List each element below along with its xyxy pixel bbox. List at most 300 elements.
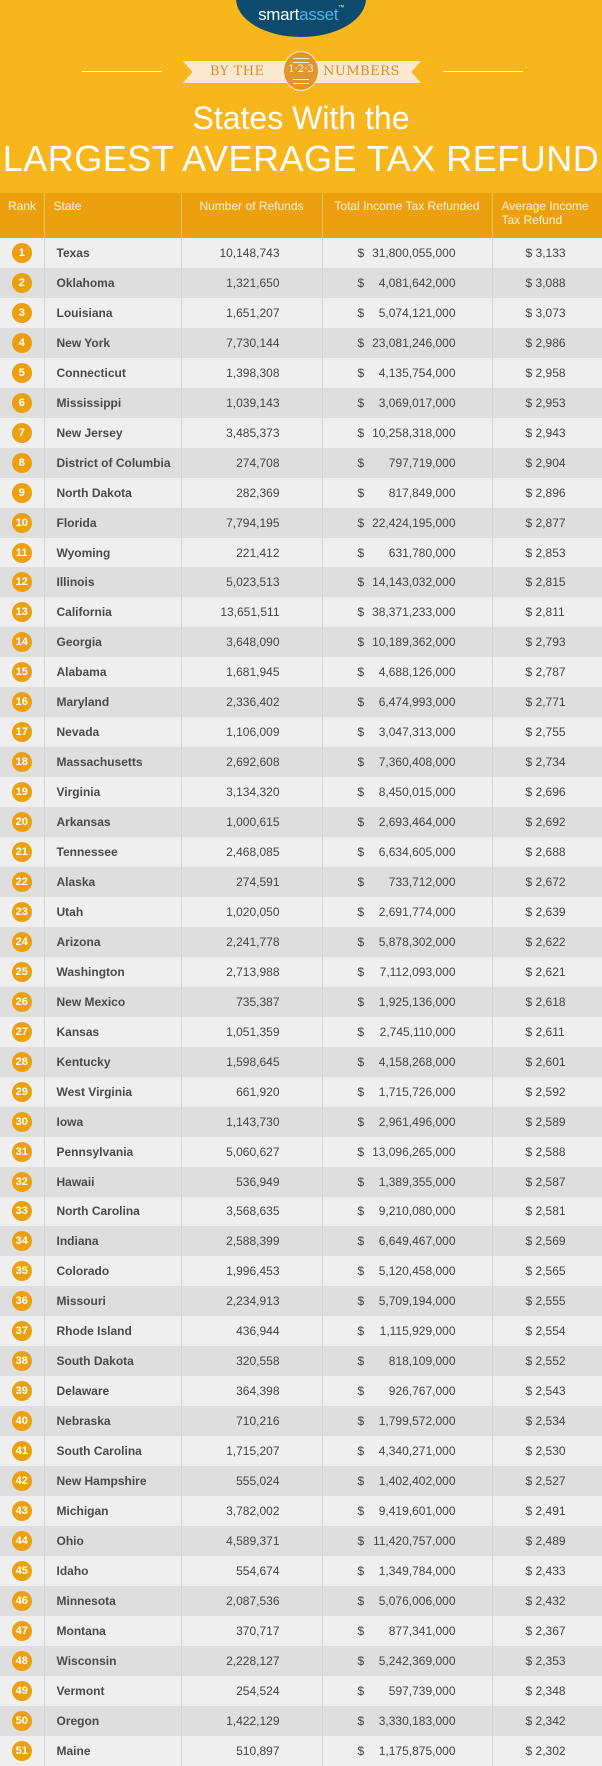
- average-refund-cell: [492, 418, 602, 448]
- currency-symbol: $: [525, 335, 533, 350]
- total-refunded-cell: [322, 508, 492, 538]
- refunds-cell: 1,000,615: [181, 807, 322, 837]
- currency-symbol: $: [525, 425, 533, 440]
- total-value: 2,691,774,000: [378, 904, 456, 919]
- state-cell: Virginia: [44, 777, 181, 807]
- rank-cell: [0, 1316, 44, 1346]
- state-cell: Iowa: [44, 1107, 181, 1137]
- average-value: 2,342: [535, 1713, 566, 1728]
- total-value: 6,634,605,000: [378, 845, 456, 860]
- table-row: [0, 1496, 602, 1526]
- total-refunded-cell: [322, 1316, 492, 1346]
- rank-badge: 6: [12, 393, 32, 413]
- refunds-cell: 10,148,743: [181, 238, 322, 268]
- average-value: 2,958: [535, 365, 566, 380]
- refunds-cell: 3,648,090: [181, 627, 322, 657]
- table-row: [0, 657, 602, 687]
- rank-badge: 11: [12, 543, 32, 563]
- rank-cell: [0, 358, 44, 388]
- refunds-cell: 661,920: [181, 1077, 322, 1107]
- average-refund-cell: [492, 268, 602, 298]
- total-value: 5,076,006,000: [378, 1593, 456, 1608]
- average-refund-cell: [492, 807, 602, 837]
- rank-cell: [0, 1676, 44, 1706]
- rank-badge: 5: [12, 363, 32, 383]
- rank-badge: 25: [12, 962, 32, 982]
- currency-symbol: $: [357, 305, 365, 320]
- average-value: 2,943: [535, 425, 566, 440]
- rank-badge: 39: [12, 1381, 32, 1401]
- currency-symbol: $: [357, 365, 365, 380]
- rank-badge: 38: [12, 1351, 32, 1371]
- refunds-cell: 274,708: [181, 448, 322, 478]
- currency-symbol: $: [357, 1114, 365, 1129]
- total-refunded-cell: [322, 807, 492, 837]
- refunds-cell: 2,692,608: [181, 747, 322, 777]
- state-cell: Wyoming: [44, 538, 181, 568]
- table-row: [0, 358, 602, 388]
- average-value: 2,554: [535, 1324, 566, 1339]
- state-cell: Idaho: [44, 1556, 181, 1586]
- total-refunded-cell: [322, 987, 492, 1017]
- table-row: [0, 1047, 602, 1077]
- total-value: 1,389,355,000: [378, 1174, 456, 1189]
- rank-badge: 50: [12, 1711, 32, 1731]
- average-value: 2,588: [535, 1144, 566, 1159]
- refunds-cell: 554,674: [181, 1556, 322, 1586]
- average-refund-cell: [492, 1676, 602, 1706]
- currency-symbol: $: [525, 1653, 533, 1668]
- currency-symbol: $: [357, 1084, 365, 1099]
- total-refunded-cell: [322, 1047, 492, 1077]
- total-refunded-cell: [322, 1286, 492, 1316]
- table-row: [0, 1526, 602, 1556]
- rank-badge: 44: [12, 1531, 32, 1551]
- average-refund-cell: [492, 328, 602, 358]
- table-row: [0, 747, 602, 777]
- state-cell: Missouri: [44, 1286, 181, 1316]
- average-refund-cell: [492, 717, 602, 747]
- rank-badge: 34: [12, 1231, 32, 1251]
- table-row: [0, 987, 602, 1017]
- rank-badge: 33: [12, 1201, 32, 1221]
- currency-symbol: $: [525, 1683, 533, 1698]
- rank-cell: [0, 1286, 44, 1316]
- state-cell: Florida: [44, 508, 181, 538]
- refunds-cell: 2,087,536: [181, 1586, 322, 1616]
- currency-symbol: $: [357, 815, 365, 830]
- total-value: 5,878,302,000: [378, 934, 456, 949]
- currency-symbol: $: [357, 755, 365, 770]
- average-refund-cell: [492, 1706, 602, 1736]
- total-refunded-cell: [322, 1137, 492, 1167]
- rank-badge: 10: [12, 513, 32, 533]
- average-refund-cell: [492, 1406, 602, 1436]
- table-row: [0, 807, 602, 837]
- table-row: [0, 388, 602, 418]
- currency-symbol: $: [525, 1623, 533, 1638]
- total-value: 2,961,496,000: [378, 1114, 456, 1129]
- state-cell: New Hampshire: [44, 1466, 181, 1496]
- table-row: [0, 478, 602, 508]
- currency-symbol: $: [357, 1144, 365, 1159]
- table-row: [0, 238, 602, 268]
- currency-symbol: $: [357, 575, 365, 590]
- currency-symbol: $: [525, 1444, 533, 1459]
- table-row: [0, 567, 602, 597]
- refunds-cell: 7,794,195: [181, 508, 322, 538]
- total-refunded-cell: [322, 657, 492, 687]
- rank-badge: 22: [12, 872, 32, 892]
- rank-badge: 4: [12, 333, 32, 353]
- state-cell: Colorado: [44, 1256, 181, 1286]
- state-cell: Arkansas: [44, 807, 181, 837]
- state-cell: Rhode Island: [44, 1316, 181, 1346]
- table-row: [0, 1346, 602, 1376]
- total-value: 1,349,784,000: [378, 1563, 456, 1578]
- average-refund-cell: [492, 657, 602, 687]
- currency-symbol: $: [357, 845, 365, 860]
- average-value: 2,787: [535, 665, 566, 680]
- total-refunded-cell: [322, 1706, 492, 1736]
- average-refund-cell: [492, 1496, 602, 1526]
- total-refunded-cell: [322, 1346, 492, 1376]
- state-cell: Maryland: [44, 687, 181, 717]
- table-row: [0, 687, 602, 717]
- currency-symbol: $: [525, 1384, 533, 1399]
- rank-badge: 40: [12, 1411, 32, 1431]
- rank-cell: [0, 1406, 44, 1436]
- average-refund-cell: [492, 1107, 602, 1137]
- rank-cell: [0, 478, 44, 508]
- total-refunded-cell: [322, 867, 492, 897]
- currency-symbol: $: [357, 1354, 365, 1369]
- rank-cell: [0, 298, 44, 328]
- rank-badge: 17: [12, 722, 32, 742]
- rank-badge: 2: [12, 273, 32, 293]
- rank-badge: 49: [12, 1681, 32, 1701]
- currency-symbol: $: [357, 904, 365, 919]
- total-value: 4,340,271,000: [378, 1444, 456, 1459]
- refunds-cell: 5,060,627: [181, 1137, 322, 1167]
- total-refunded-cell: [322, 687, 492, 717]
- rank-badge: 51: [12, 1741, 32, 1761]
- state-cell: New York: [44, 328, 181, 358]
- table-row: [0, 957, 602, 987]
- refunds-cell: 5,023,513: [181, 567, 322, 597]
- table-row: [0, 448, 602, 478]
- refunds-cell: 2,588,399: [181, 1226, 322, 1256]
- ribbon-text-right: NUMBERS: [323, 64, 400, 79]
- average-value: 2,953: [535, 395, 566, 410]
- average-value: 2,692: [535, 815, 566, 830]
- average-refund-cell: [492, 1436, 602, 1466]
- table-row: [0, 1556, 602, 1586]
- average-value: 2,688: [535, 845, 566, 860]
- state-cell: North Dakota: [44, 478, 181, 508]
- rank-cell: [0, 567, 44, 597]
- average-value: 2,696: [535, 785, 566, 800]
- refunds-cell: 1,143,730: [181, 1107, 322, 1137]
- rank-cell: [0, 807, 44, 837]
- rank-badge: 37: [12, 1321, 32, 1341]
- rank-badge: 1: [12, 243, 32, 263]
- currency-symbol: $: [525, 725, 533, 740]
- total-refunded-cell: [322, 1526, 492, 1556]
- currency-symbol: $: [525, 874, 533, 889]
- state-cell: Alaska: [44, 867, 181, 897]
- refunds-cell: 510,897: [181, 1736, 322, 1766]
- currency-symbol: $: [357, 335, 365, 350]
- currency-symbol: $: [357, 545, 365, 560]
- total-value: 4,135,754,000: [378, 365, 456, 380]
- rank-cell: [0, 1167, 44, 1197]
- rank-badge: 12: [12, 572, 32, 592]
- rank-cell: [0, 1077, 44, 1107]
- average-value: 2,904: [535, 455, 566, 470]
- table-row: [0, 1736, 602, 1766]
- rank-badge: 21: [12, 842, 32, 862]
- currency-symbol: $: [357, 245, 365, 260]
- total-refunded-cell: [322, 717, 492, 747]
- state-cell: Montana: [44, 1616, 181, 1646]
- currency-symbol: $: [357, 1563, 365, 1578]
- table-row: [0, 1017, 602, 1047]
- average-value: 2,302: [535, 1743, 566, 1758]
- table-row: [0, 1466, 602, 1496]
- rank-cell: [0, 1466, 44, 1496]
- table-row: [0, 1646, 602, 1676]
- rank-cell: [0, 717, 44, 747]
- state-cell: Hawaii: [44, 1167, 181, 1197]
- currency-symbol: $: [525, 455, 533, 470]
- rank-badge: 3: [12, 303, 32, 323]
- table-row: [0, 1226, 602, 1256]
- total-value: 4,158,268,000: [378, 1054, 456, 1069]
- total-value: 1,715,726,000: [378, 1084, 456, 1099]
- average-refund-cell: [492, 1197, 602, 1227]
- header-rank: Rank: [0, 193, 44, 238]
- total-value: 23,081,246,000: [372, 335, 456, 350]
- total-value: 1,402,402,000: [378, 1474, 456, 1489]
- total-value: 1,115,929,000: [379, 1324, 456, 1339]
- average-value: 2,530: [535, 1444, 566, 1459]
- refunds-cell: 370,717: [181, 1616, 322, 1646]
- table-row: [0, 1676, 602, 1706]
- refunds-cell: 2,713,988: [181, 957, 322, 987]
- total-refunded-cell: [322, 597, 492, 627]
- state-cell: Nebraska: [44, 1406, 181, 1436]
- table-row: [0, 1167, 602, 1197]
- currency-symbol: $: [525, 1414, 533, 1429]
- currency-symbol: $: [357, 1504, 365, 1518]
- average-refund-cell: [492, 897, 602, 927]
- refunds-cell: 555,024: [181, 1466, 322, 1496]
- total-refunded-cell: [322, 1646, 492, 1676]
- average-refund-cell: [492, 597, 602, 627]
- refunds-cell: 364,398: [181, 1376, 322, 1406]
- currency-symbol: $: [357, 275, 365, 290]
- refunds-cell: 254,524: [181, 1676, 322, 1706]
- refunds-cell: 282,369: [181, 478, 322, 508]
- table-row: [0, 1107, 602, 1137]
- rank-badge: 32: [12, 1172, 32, 1192]
- table-row: [0, 1077, 602, 1107]
- currency-symbol: $: [525, 1504, 533, 1518]
- currency-symbol: $: [525, 1563, 533, 1578]
- rank-cell: [0, 1346, 44, 1376]
- rank-badge: 24: [12, 932, 32, 952]
- average-value: 2,581: [535, 1204, 566, 1219]
- average-value: 2,367: [535, 1623, 566, 1638]
- currency-symbol: $: [525, 815, 533, 830]
- smartasset-logo: [236, 0, 366, 37]
- state-cell: South Dakota: [44, 1346, 181, 1376]
- total-refunded-cell: [322, 1736, 492, 1766]
- total-refunded-cell: [322, 627, 492, 657]
- state-cell: Michigan: [44, 1496, 181, 1526]
- total-refunded-cell: [322, 1406, 492, 1436]
- currency-symbol: $: [525, 934, 533, 949]
- currency-symbol: $: [525, 635, 533, 650]
- rank-cell: [0, 268, 44, 298]
- total-refunded-cell: [322, 1167, 492, 1197]
- total-value: 733,712,000: [388, 874, 456, 889]
- average-value: 2,896: [535, 485, 566, 500]
- state-cell: Minnesota: [44, 1586, 181, 1616]
- average-value: 2,489: [535, 1533, 566, 1548]
- currency-symbol: $: [357, 485, 365, 500]
- state-cell: South Carolina: [44, 1436, 181, 1466]
- currency-symbol: $: [525, 755, 533, 770]
- rank-cell: [0, 448, 44, 478]
- currency-symbol: $: [525, 785, 533, 800]
- average-value: 2,793: [535, 635, 566, 650]
- total-value: 6,474,993,000: [378, 695, 456, 710]
- rank-cell: [0, 1586, 44, 1616]
- average-refund-cell: [492, 1346, 602, 1376]
- average-value: 2,601: [535, 1054, 566, 1069]
- average-value: 2,639: [535, 904, 566, 919]
- currency-symbol: $: [525, 1054, 533, 1069]
- total-value: 3,330,183,000: [378, 1713, 456, 1728]
- total-refunded-cell: [322, 1556, 492, 1586]
- average-refund-cell: [492, 867, 602, 897]
- table-row: [0, 1197, 602, 1227]
- currency-symbol: $: [357, 1533, 365, 1548]
- average-value: 2,621: [535, 964, 566, 979]
- average-refund-cell: [492, 1137, 602, 1167]
- average-value: 2,433: [535, 1563, 566, 1578]
- state-cell: Tennessee: [44, 837, 181, 867]
- state-cell: Kentucky: [44, 1047, 181, 1077]
- state-cell: Massachusetts: [44, 747, 181, 777]
- table-row: [0, 1256, 602, 1286]
- state-cell: Alabama: [44, 657, 181, 687]
- rank-cell: [0, 987, 44, 1017]
- currency-symbol: $: [357, 1324, 365, 1339]
- total-refunded-cell: [322, 538, 492, 568]
- total-value: 38,371,233,000: [372, 605, 456, 620]
- currency-symbol: $: [525, 1324, 533, 1339]
- table-row: [0, 627, 602, 657]
- table-row: [0, 927, 602, 957]
- rank-badge: 41: [12, 1441, 32, 1461]
- average-refund-cell: [492, 627, 602, 657]
- rank-cell: [0, 1376, 44, 1406]
- refunds-cell: 221,412: [181, 538, 322, 568]
- rank-cell: [0, 1496, 44, 1526]
- average-refund-cell: [492, 687, 602, 717]
- refunds-cell: 1,651,207: [181, 298, 322, 328]
- currency-symbol: $: [357, 1653, 365, 1668]
- table-row: [0, 1137, 602, 1167]
- currency-symbol: $: [357, 425, 365, 440]
- total-value: 5,120,458,000: [378, 1264, 456, 1279]
- state-cell: Georgia: [44, 627, 181, 657]
- average-value: 2,589: [535, 1114, 566, 1129]
- average-refund-cell: [492, 1616, 602, 1646]
- refunds-cell: 536,949: [181, 1167, 322, 1197]
- average-refund-cell: [492, 1256, 602, 1286]
- refunds-cell: 735,387: [181, 987, 322, 1017]
- table-row: [0, 1286, 602, 1316]
- currency-symbol: $: [525, 904, 533, 919]
- average-refund-cell: [492, 238, 602, 268]
- total-refunded-cell: [322, 1616, 492, 1646]
- rank-cell: [0, 1256, 44, 1286]
- refunds-cell: 2,336,402: [181, 687, 322, 717]
- total-refunded-cell: [322, 927, 492, 957]
- rank-cell: [0, 1616, 44, 1646]
- average-refund-cell: [492, 358, 602, 388]
- rank-cell: [0, 1646, 44, 1676]
- currency-symbol: $: [357, 695, 365, 710]
- total-refunded-cell: [322, 358, 492, 388]
- rank-cell: [0, 1736, 44, 1766]
- rank-cell: [0, 1197, 44, 1227]
- currency-symbol: $: [525, 575, 533, 590]
- total-refunded-cell: [322, 567, 492, 597]
- state-cell: New Jersey: [44, 418, 181, 448]
- average-refund-cell: [492, 747, 602, 777]
- average-refund-cell: [492, 298, 602, 328]
- rank-cell: [0, 1706, 44, 1736]
- currency-symbol: $: [357, 605, 365, 620]
- state-cell: Louisiana: [44, 298, 181, 328]
- average-value: 2,771: [535, 695, 566, 710]
- total-refunded-cell: [322, 897, 492, 927]
- total-value: 9,419,601,000: [378, 1504, 456, 1518]
- currency-symbol: $: [357, 874, 365, 889]
- average-value: 2,734: [535, 755, 566, 770]
- average-refund-cell: [492, 1376, 602, 1406]
- refunds-cell: 3,485,373: [181, 418, 322, 448]
- currency-symbol: $: [525, 665, 533, 680]
- rank-cell: [0, 1226, 44, 1256]
- average-value: 2,569: [535, 1234, 566, 1249]
- currency-symbol: $: [525, 245, 533, 260]
- total-value: 31,800,055,000: [372, 245, 456, 260]
- average-refund-cell: [492, 1646, 602, 1676]
- state-cell: Arizona: [44, 927, 181, 957]
- currency-symbol: $: [357, 1743, 365, 1758]
- average-value: 2,491: [535, 1504, 566, 1518]
- state-cell: Vermont: [44, 1676, 181, 1706]
- average-value: 2,534: [535, 1414, 566, 1429]
- total-refunded-cell: [322, 1496, 492, 1526]
- currency-symbol: $: [525, 1144, 533, 1159]
